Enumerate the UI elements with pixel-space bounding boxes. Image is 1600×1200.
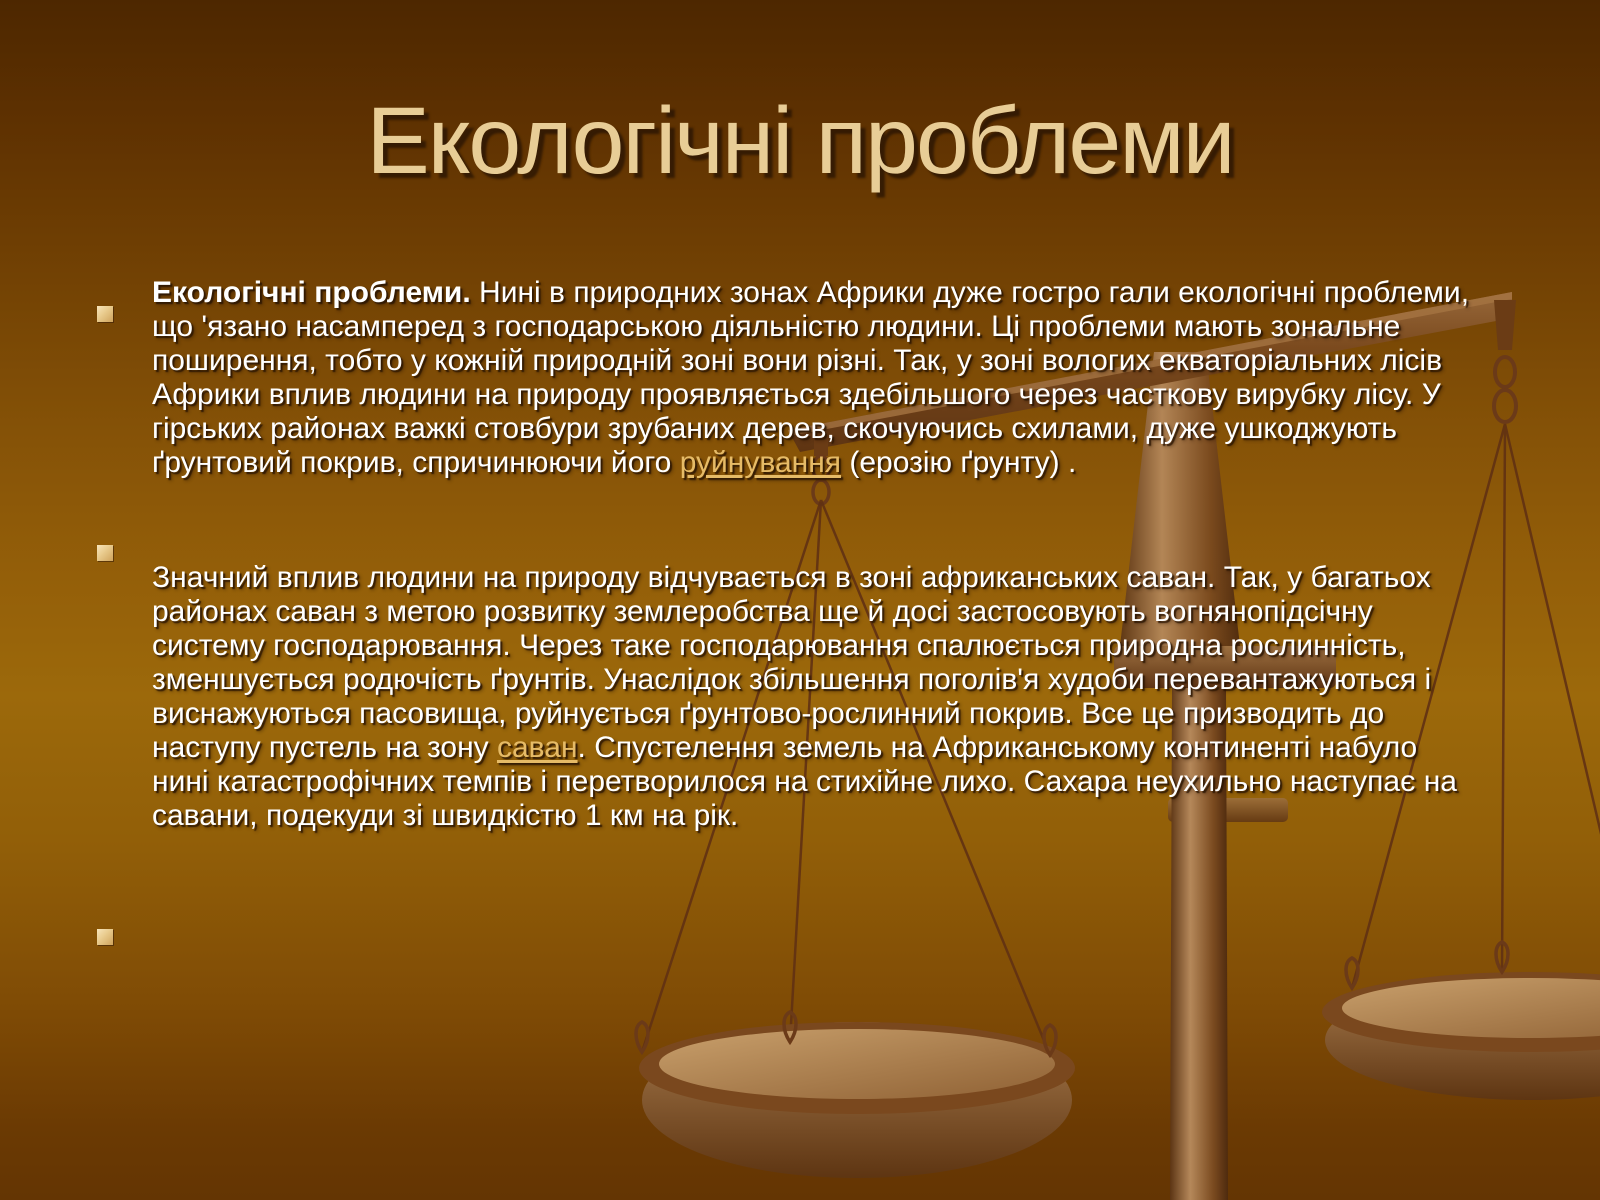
- text-segment: Нині в природних зонах Африки дуже гостро гали екологічні проблеми, що 'язано насамперед з господарською діяльністю людини. Ці проблеми мають зональне поширення, тобто у кожній природній зоні вони різні. Так, у зоні вологих екваторіальних лісів Африки вплив людини на природу проявляється здебільшого через часткову вирубку лісу. У гірських районах важкі стовбури зрубаних дерев, скочуючись схилами, дуже ушкоджують ґрунтовий покрив, спричинюючи його: [152, 276, 1470, 479]
- hyperlink[interactable]: руйнування: [679, 446, 842, 479]
- slide-title: Екологічні проблеми: [366, 88, 1234, 194]
- bullet-marker-2: [97, 545, 113, 561]
- text-segment: . Спустелення земель на Африканському континенті набуло нині катастрофічних темпів і перетворилося на стихійне лихо. Сахара неухильно наступає на савани, подекуди зі швидкістю 1 км на рік.: [152, 731, 1457, 832]
- text-segment: Екологічні проблеми.: [152, 276, 471, 309]
- text-segment: (ерозію ґрунту) .: [841, 446, 1077, 479]
- bullet-marker-1: [97, 306, 113, 322]
- hyperlink[interactable]: саван: [496, 731, 578, 764]
- paragraph-1: [152, 276, 1470, 480]
- left-pan: [636, 1012, 1075, 1178]
- text-segment: Значний вплив людини на природу відчувається в зоні африканських саван. Так, у багатьох районах саван з метою розвитку землеробства ще й досі застосовують вогнянопідсічну систему господарювання. Через таке господарювання спалюється природна рослинність, зменшується родючість ґрунтів. Унаслідок збільшення поголів'я худоби перевантажуються і виснажуються пасовища, руйнується ґрунтово-рослинний покрив. Все це призводить до наступу пустель на зону: [152, 561, 1432, 764]
- paragraph-2: [152, 561, 1470, 833]
- right-pan: [1322, 942, 1600, 1100]
- bullet-marker-3: [97, 929, 113, 945]
